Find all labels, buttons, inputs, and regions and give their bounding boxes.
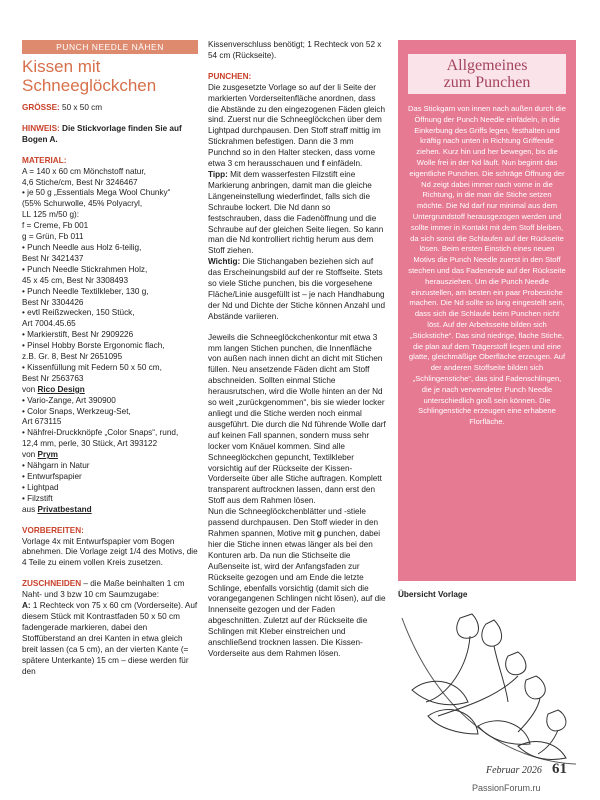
watermark: PassionForum.ru: [472, 783, 541, 793]
list-item: Best Nr 3421437: [22, 253, 84, 263]
prepare-text: Vorlage 4x mit Entwurfspapier vom Bogen abnehmen. Die Vorlage zeigt 1/4 des Motivs, die 4 Teile zu einem vollen Kreis zusetzen.: [22, 536, 198, 568]
prym-line: [22, 450, 198, 461]
leaf-icon: [412, 681, 468, 704]
important-label: Wichtig:: [208, 257, 241, 267]
cut-label: ZUSCHNEIDEN: [22, 579, 82, 589]
sidebar-title: [408, 54, 566, 94]
material-label: MATERIAL:: [22, 155, 67, 165]
list-item: Art 7004.45.65: [22, 319, 76, 329]
brand-prym: Prym: [37, 450, 58, 460]
leaves-text-a: Nun die Schneeglöckchenblätter und -stiele passend durchpausen. Den Stoff wieder in den Rahmen spannen, Motive mit: [208, 507, 379, 538]
list-item: 4,6 Stiche/cm, Best Nr 3246467: [22, 177, 138, 187]
list-item: A = 140 x 60 cm Mönchstoff natur,: [22, 166, 146, 176]
list-item: f = Creme, Fb 001: [22, 221, 89, 231]
von-prefix: von: [22, 450, 38, 460]
cut-a-paragraph: [22, 601, 198, 677]
list-item: • Markierstift, Best Nr 2909226: [22, 330, 134, 340]
stem-icon: [518, 698, 540, 732]
list-item: • Kissenfüllung mit Federn 50 x 50 cm,: [22, 362, 162, 372]
list-item: • Lightpad: [22, 482, 59, 492]
list-item: • Punch Needle Stickrahmen Holz,: [22, 264, 148, 274]
title-line-1: Kissen mit: [22, 57, 101, 76]
list-item: • Pinsel Hobby Borste Ergonomic flach,: [22, 341, 165, 351]
list-item: • Filzstift: [22, 493, 53, 503]
prym-list: [22, 461, 198, 505]
instructions-column-2: [208, 40, 386, 660]
cut-paragraph: [22, 579, 198, 601]
instructions-column-1: [22, 103, 198, 677]
note-value: Die Stickvorlage finden Sie auf Bogen A.: [22, 123, 182, 144]
brand-rico: Rico Design: [37, 384, 85, 394]
note-label: HINWEIS:: [22, 123, 60, 133]
list-item: • Punch Needle aus Holz 6-teilig,: [22, 242, 142, 252]
size-label: GRÖSSE:: [22, 103, 60, 112]
leaves-paragraph: [208, 507, 386, 660]
list-item: 45 x 45 cm, Best Nr 3308493: [22, 275, 129, 285]
tip-label: Tipp:: [208, 169, 228, 179]
list-item: • evtl Reißzwecken, 150 Stück,: [22, 308, 135, 318]
list-item: • Nähgarn in Natur: [22, 461, 90, 471]
size-line: [22, 103, 198, 114]
page-title: [22, 57, 198, 95]
snowdrop-flower-icon: [525, 676, 545, 699]
snowdrop-flower-icon: [457, 614, 479, 638]
snowdrop-flower-icon: [547, 710, 566, 731]
rico-list: [22, 396, 198, 451]
tip-text: [208, 170, 386, 257]
important-body: Die Stichangaben beziehen sich auf das Erscheinungsbild auf der re Stoffseite. Stets so viele Stiche punchen, bis die vorgesehene Fläche/Linie ausgefüllt ist – je nach Handhabung der Nd und Dichte der Stiche können Anzahl und Abstände variieren.: [208, 257, 386, 321]
cut-a-text: 1 Rechteck von 75 x 60 cm (Vorderseite). Auf diesem Stück mit Kontrastfaden 50 x 50 cm fadengerade markieren, dabei den Stoffüberstand an drei Kanten in etwa gleich breit lassen (ca 5 cm), an der vierten Kante (= spätere Unterkante) 15 cm – diese werden für den: [22, 601, 198, 676]
list-item: • Punch Needle Textilkleber, 130 g,: [22, 286, 149, 296]
punch-label: PUNCHEN:: [208, 71, 252, 81]
leaves-text-b: punchen, dabei hier die Stiche innen etwas länger als bei den Konturen arb. Da nun die Stichseite die Außenseite ist, wird der Anfangsfaden zur Rückseite gezogen und am Ende die letzte Schlinge, ebenfalls vorsichtig (damit sich die vorangegangenen Schlingen nicht lösen), auf die Innenseite gezogen und der Faden abgeschnitten. Zuletzt auf der Rückseite die Schlingen mit Kleber einstreichen und anschließend trocknen lassen. Die Kissen-Vorderseite aus dem Rahmen lösen.: [208, 528, 386, 658]
list-item: (55% Schurwolle, 45% Polyacryl,: [22, 199, 143, 209]
punch-text-end: einfädeln.: [324, 159, 363, 169]
punch-f: f: [321, 159, 325, 169]
info-sidebar: [398, 40, 576, 581]
list-item: g = Grün, Fb 011: [22, 232, 84, 242]
template-overview-label: Übersicht Vorlage: [398, 590, 468, 599]
note-line: [22, 124, 198, 146]
important-text: [208, 257, 386, 322]
stem-icon: [494, 646, 508, 702]
stem-icon: [426, 636, 470, 702]
snowdrop-flower-icon: [482, 620, 502, 646]
punch-text-main: Die zusgesetzte Vorlage so auf der li Seite der markierten Vorderseitenfläche anordnen, dass die Abstände zu den eingezogenen Fäden gleich sind. Zuerst nur die Schneeglöckchen über dem Lightpad durchpausen. Den Stoff straff mittig im Stickrahmen befestigen. Dann die 3 mm Punchnd so in den Halter stecken, dass vorne etwa 3 cm herausschauen und: [208, 82, 386, 169]
list-item: LL 125 m/50 g):: [22, 210, 80, 220]
list-item: • je 50 g „Essentials Mega Wool Chunky“: [22, 188, 171, 198]
private-line: [22, 505, 198, 516]
von-prefix: von: [22, 384, 38, 394]
list-item: • Nähfrei-Druckknöpfe „Color Snaps“, rund,: [22, 428, 179, 438]
cut-a-label: A:: [22, 601, 33, 611]
footer-issue-date: Februar 2026: [486, 765, 542, 776]
list-item: 12,4 mm, perle, 30 Stück, Art 393122: [22, 439, 158, 449]
list-item: Best Nr 3304426: [22, 297, 84, 307]
section-tag: PUNCH NEEDLE NÄHEN: [22, 40, 198, 54]
list-item: z.B. Gr. 8, Best Nr 2651095: [22, 352, 123, 362]
size-value: 50 x 50 cm: [59, 103, 103, 112]
snowdrop-flower-icon: [506, 652, 526, 675]
contour-paragraph: Jeweils die Schneeglöckchenkontur mit etwa 3 mm langen Stichen punchen, die Innenfläche von außen nach innen dicht an dicht mit Stichen füllen. Neu ansetzende Fäden dicht am Stoff abschneiden. Sollten einmal Stiche herausrutschen, wird die Wolle hinten an der Nd so weit „zurückgenommen“, bis sie wieder locker anliegt und die Stiche werden noch einmal ausgeführt. Die durch die Nd führende Wolle darf auf keinen Fall spannen, sondern muss sehr locker vom Knäuel kommen. Sind alle Schneeglöckchen gepuncht, Textilkleber vorsichtig auf der Rückseite der Kissen-Vorderseite über alle Stiche auftragen. Komplett transparent auftrocknen lassen, dann erst den Stoff aus dem Rahmen lösen.: [208, 332, 386, 506]
prepare-label: VORBEREITEN:: [22, 525, 84, 535]
list-item: • Color Snaps, Werkzeug-Set,: [22, 406, 131, 416]
rico-line: [22, 385, 198, 396]
list-item: Best Nr 2563763: [22, 373, 84, 383]
list-item: • Entwurfspapier: [22, 472, 82, 481]
template-arc: [402, 618, 576, 764]
col2-intro: Kissenverschluss benötigt; 1 Rechteck von 52 x 54 cm (Rückseite).: [208, 40, 382, 60]
snowdrop-template-drawing: [398, 606, 578, 766]
sidebar-title-line-1: Allgemeines: [446, 57, 528, 74]
leaves-g: g: [316, 528, 322, 538]
punch-text: [208, 83, 386, 170]
title-line-2: Schneeglöckchen: [22, 76, 157, 95]
cut-text: – die Maße beinhalten 1 cm Naht- und 3 bzw 10 cm Saumzugabe:: [22, 579, 185, 600]
list-item: • Vario-Zange, Art 390900: [22, 395, 116, 405]
material-list: [22, 167, 198, 385]
aus-prefix: aus: [22, 504, 38, 514]
tip-body: Mit dem wasserfesten Filzstift eine Markierung anbringen, damit man die gleiche Längeneinstellung wiederfindet, falls sich die Schraube lockert. Die Nd dann so festschrauben, dass die Fadenöffnung und die Schraube auf der gleichen Seite liegen. So kann man die Nd kontrolliert richtig herum aus dem Stoff ziehen.: [208, 169, 384, 256]
sidebar-title-line-2: zum Punchen: [443, 74, 531, 91]
sidebar-body: Das Stickgarn von innen nach außen durch die Öffnung der Punch Needle einfädeln, in die Einkerbung des Griffs legen, festhalten und kräftig nach unten in Richtung Griffende ziehen. Kurz hin und her bewegen, bis die Wolle frei in der Nd läuft. Nun beginnt das eigentliche Punchen. Die schräge Öffnung der Nd zeigt dabei immer nach vorne in die Richtung, in die man die Stiche setzen möchte. Die Nd darf nur minimal aus dem Untergrundstoff herausgezogen werden und sollte immer in Kontakt mit dem Stoff bleiben, da sich sonst die Schlaufen auf der Rückseite lösen. Beim ersten Einstich eines neuen Motivs die Punch Needle zuerst in den Stoff stechen und das Fadenende auf der Rückseite herausziehen. Um die Punch Needle einzustellen, am besten ein paar Probestiche machen. Die Nd sollte so lang eingestellt sein, dass sich die Schlaufe beim Punchen nicht löst. Auf der Arbeitsseite bilden sich „Stickstiche“. Das sind niedrige, flache Stiche, die plan auf dem Trägerstoff liegen und eine glatte, gleichmäßige Oberfläche erzeugen. Auf der anderen Stoffseite bilden sich „Schlingenstiche“, das sind Fadenschlingen, die je nach verwendeter Punch Needle unterschiedlich groß sein können. Die Schlingenstiche erzeugen eine erhabene Florfläche.: [408, 104, 566, 427]
page-number: 61: [552, 761, 567, 777]
list-item: Art 673115: [22, 417, 62, 427]
brand-private: Privatbestand: [37, 504, 92, 514]
